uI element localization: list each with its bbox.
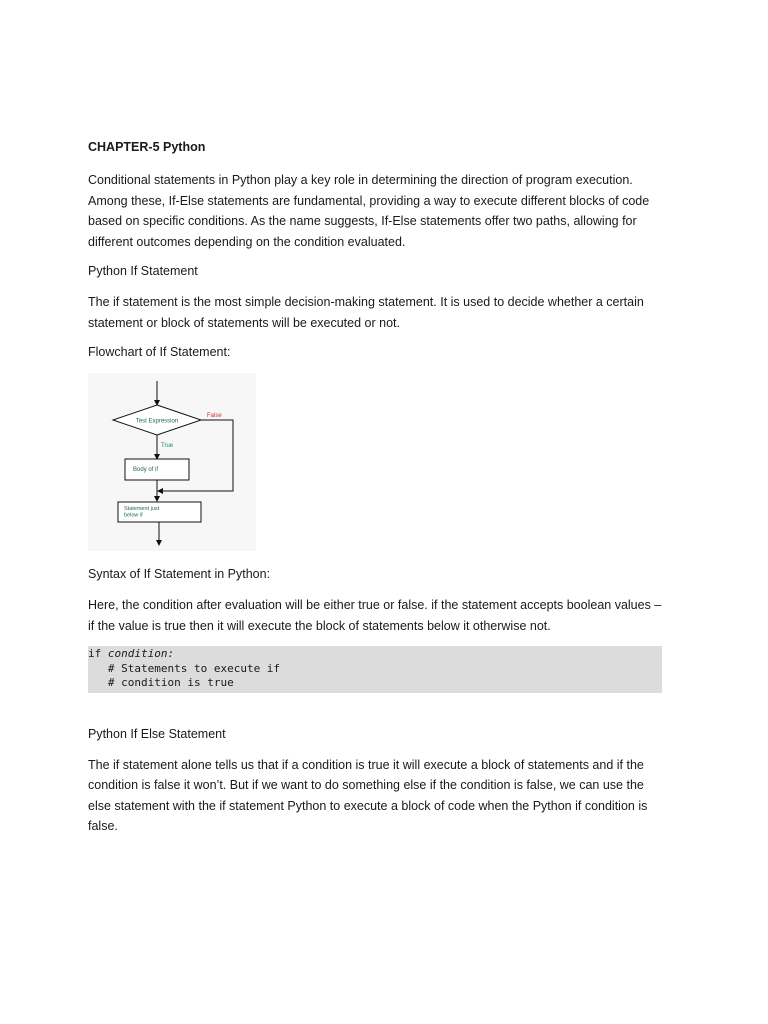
document-page bbox=[88, 138, 663, 847]
if-flowchart bbox=[88, 373, 256, 551]
flowchart-heading: Flowchart of If Statement: bbox=[88, 345, 231, 359]
flowchart-diagram bbox=[88, 373, 256, 551]
syntax-heading: Syntax of If Statement in Python: bbox=[88, 567, 271, 581]
if-statement-description: The if statement is the most simple decision-making statement. It is used to decide whether a certain statement or block of statements will be executed or not. bbox=[88, 295, 644, 330]
chapter-title: CHAPTER-5 Python bbox=[88, 140, 206, 154]
code-line-2: # Statements to execute if bbox=[88, 661, 281, 675]
if-else-description: The if statement alone tells us that if a condition is true it will execute a block of statements and if the condition is false it won’t. But if we want to do something else if the condition is false, we can use the else statement with the if statement Python to execute a block of code when the Python if condition is false. bbox=[88, 757, 648, 833]
code-line-3: # condition is true bbox=[88, 676, 234, 689]
if-statement-heading: Python If Statement bbox=[88, 264, 198, 278]
after-label-line2: below if bbox=[124, 512, 143, 519]
intro-paragraph: Conditional statements in Python play a key role in determining the direction of program execution. Among these, If-Else statements are fundamental, providing a way to execute different blocks of code based on specific conditions. As the name suggests, If-Else statements offer two paths, allowing for different outcomes depending on the condition evaluated. bbox=[88, 173, 650, 249]
after-label-line1: Statement just bbox=[124, 506, 160, 512]
body-label: Body of if bbox=[133, 467, 159, 473]
false-label: False bbox=[207, 413, 222, 419]
code-keyword: if bbox=[88, 647, 102, 660]
if-else-heading: Python If Else Statement bbox=[88, 726, 226, 741]
code-block bbox=[88, 646, 662, 693]
syntax-description: Here, the condition after evaluation will be either true or false. if the statement accepts boolean values – if the value is true then it will execute the block of statements below it otherwise not. bbox=[88, 598, 662, 633]
true-label: True bbox=[161, 443, 174, 449]
code-condition: condition: bbox=[107, 647, 175, 660]
test-expression-label: Test Expression bbox=[135, 418, 179, 425]
